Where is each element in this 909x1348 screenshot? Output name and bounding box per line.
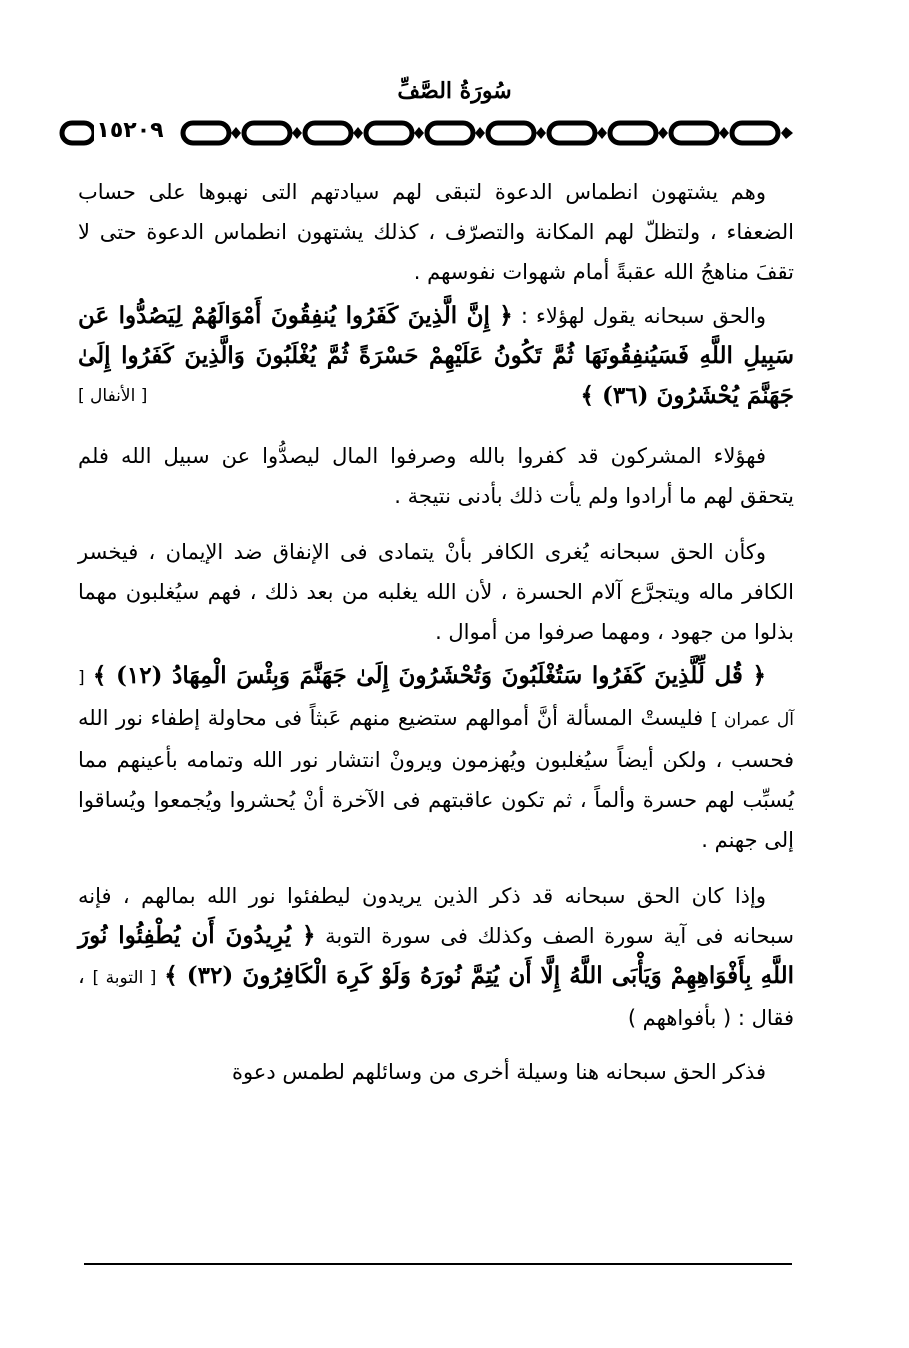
paragraph-6-tail: ، فقال : ( بأفواههم ) (78, 964, 794, 1030)
verse-reference: [ آل عمران ] (78, 668, 794, 730)
paragraph-1: وهم يشتهون انطماس الدعوة لتبقى لهم سيادتهم التى نهبوها على حساب الضعفاء ، ولتظلّ لهم المكانة والتصرّف ، كذلك يشتهون انطماس الدعوة حتى لا تقفَ مناهجُ الله عقبةً أمام شهوات نفوسهم . (78, 180, 794, 284)
paragraph-2 (78, 296, 794, 416)
paragraph-5-text: فليستْ المسألة أنَّ أموالهم ستضيع منهم عَبثاً فى محاولة إطفاء نور الله فحسب ، ولكن أيضاً سيُغلبون ويُهزمون ويرونْ انتشار نور الله وتمامه بأعينهم مما يُسبِّب لهم حسرة وألماً ، ثم تكون عاقبتهم فى الآخرة أنْ يُحشروا ويُجمعوا ويُساقوا إلى جهنم . (78, 706, 794, 852)
footer-rule (84, 1263, 792, 1265)
verse-reference: [ التوبة ] (92, 968, 157, 988)
paragraph-6-text: وإذا كان الحق سبحانه قد ذكر الذين يريدون ليطفئوا نور الله بمالهم ، فإنه سبحانه فى آية سورة الصف وكذلك فى سورة التوبة (78, 884, 794, 948)
surah-title: سُورَةُ الصَّفِّ (397, 78, 512, 104)
page-number: ١٥٢٠٩ (94, 116, 166, 146)
quran-verse-al-imran-12: ﴿ قُل لِّلَّذِينَ كَفَرُوا سَتُغْلَبُونَ وَتُحْشَرُونَ إِلَىٰ جَهَنَّمَ وَبِئْسَ الْمِهَادُ (١٢) ﴾ (92, 662, 766, 689)
quran-verse-anfal-36: ﴿ إِنَّ الَّذِينَ كَفَرُوا يُنفِقُونَ أَمْوَالَهُمْ لِيَصُدُّوا عَن سَبِيلِ اللَّهِ فَسَيُنفِقُونَهَا ثُمَّ تَكُونُ عَلَيْهِمْ حَسْرَةً ثُمَّ يُغْلَبُونَ وَالَّذِينَ كَفَرُوا إِلَىٰ جَهَنَّمَ يُحْشَرُونَ (٣٦) ﴾ (78, 302, 794, 409)
header-ornament (58, 118, 798, 148)
verse-reference: [ الأنفال ] (78, 386, 148, 406)
quran-verse-tawba-32: ﴿ يُرِيدُونَ أَن يُطْفِئُوا نُورَ اللَّهِ بِأَفْوَاهِهِمْ وَيَأْبَى اللَّهُ إِلَّا أَن يُتِمَّ نُورَهُ وَلَوْ كَرِهَ الْكَافِرُونَ (٣٢) ﴾ (78, 922, 795, 989)
main-text (78, 172, 794, 1092)
paragraph-2-intro: والحق سبحانه يقول لهؤلاء : (520, 304, 766, 328)
paragraph-3: فهؤلاء المشركون قد كفروا بالله وصرفوا المال ليصدُّوا عن سبيل الله فلم يتحقق لهم ما أرادوا ولم يأت ذلك بأدنى نتيجة . (78, 444, 794, 508)
paragraph-4: وكأن الحق سبحانه يُغرى الكافر بأنْ يتمادى فى الإنفاق ضد الإيمان ، فيخسر الكافر ماله ويتجرَّع آلام الحسرة ، لأن الله يغلبه من بعد ذلك ، فهم سيُغلبون مهما بذلوا من جهود ، ومهما صرفوا من أموال . (78, 540, 794, 644)
paragraph-7: فذكر الحق سبحانه هنا وسيلة أخرى من وسائلهم لطمس دعوة (231, 1060, 766, 1084)
paragraph-5 (78, 656, 794, 860)
paragraph-6 (78, 876, 794, 1038)
